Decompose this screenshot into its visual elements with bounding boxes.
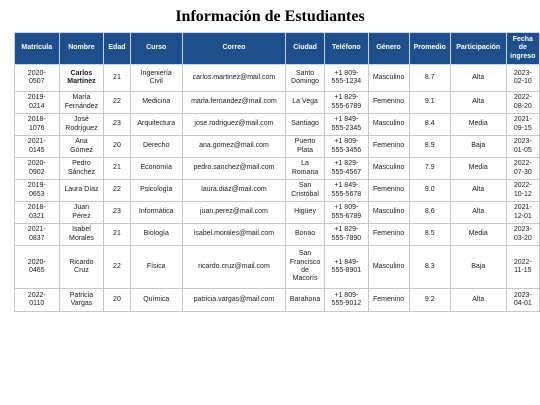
cell-matricula: 2019- 0653 [15,180,60,202]
cell-fecha-ingreso: 2022- 08-20 [506,92,539,114]
cell-genero: Masculino [368,114,409,136]
cell-genero: Femenino [368,136,409,158]
cell-telefono: +1 829- 555-4567 [325,158,368,180]
cell-correo: juan.perez@mail.com [182,202,285,224]
cell-correo: maria.fernandez@mail.com [182,92,285,114]
header-nombre: Nombre [59,33,104,65]
table-row [15,246,540,289]
table-row [15,202,540,224]
cell-edad: 23 [104,202,130,224]
table-row [15,65,540,92]
header-telefono: Teléfono [325,33,368,65]
cell-telefono: +1 809- 555-9012 [325,289,368,312]
cell-edad: 22 [104,92,130,114]
cell-participacion: Baja [450,246,506,289]
cell-nombre: Patricia Vargas [59,289,104,312]
cell-genero: Femenino [368,289,409,312]
cell-correo: pedro.sanchez@mail.com [182,158,285,180]
cell-nombre: Carlos Martínez [59,65,104,92]
header-correo: Correo [182,33,285,65]
cell-telefono: +1 809- 555-3456 [325,136,368,158]
cell-edad: 20 [104,136,130,158]
cell-curso: Biología [130,224,182,246]
table-row [15,224,540,246]
table-row [15,158,540,180]
header-ciudad: Ciudad [285,33,324,65]
cell-curso: Química [130,289,182,312]
cell-participacion: Media [450,158,506,180]
cell-genero: Masculino [368,65,409,92]
cell-curso: Física [130,246,182,289]
cell-edad: 22 [104,246,130,289]
cell-participacion: Alta [450,180,506,202]
cell-promedio: 8.9 [409,136,450,158]
cell-correo: ana.gomez@mail.com [182,136,285,158]
cell-ciudad: Santiago [285,114,324,136]
header-fecha-ingreso: Fecha de ingreso [506,33,539,65]
cell-curso: Derecho [130,136,182,158]
cell-promedio: 8.4 [409,114,450,136]
cell-participacion: Baja [450,136,506,158]
cell-promedio: 8.6 [409,202,450,224]
cell-ciudad: Santo Domingo [285,65,324,92]
cell-promedio: 7.9 [409,158,450,180]
cell-participacion: Media [450,224,506,246]
cell-participacion: Alta [450,289,506,312]
cell-ciudad: San Cristóbal [285,180,324,202]
cell-matricula: 2019- 0214 [15,92,60,114]
cell-fecha-ingreso: 2021- 09-15 [506,114,539,136]
table-row [15,136,540,158]
cell-participacion: Alta [450,202,506,224]
cell-ciudad: Bonao [285,224,324,246]
cell-promedio: 9.0 [409,180,450,202]
cell-curso: Arquitectura [130,114,182,136]
cell-promedio: 8.7 [409,65,450,92]
cell-edad: 21 [104,224,130,246]
cell-edad: 23 [104,114,130,136]
students-table [14,32,540,312]
cell-ciudad: San Francisco de Macorís [285,246,324,289]
cell-matricula: 2020- 0507 [15,65,60,92]
table-header-row [15,33,540,65]
cell-fecha-ingreso: 2021- 12-01 [506,202,539,224]
cell-promedio: 8.5 [409,224,450,246]
cell-nombre: María Fernández [59,92,104,114]
header-matricula: Matrícula [15,33,60,65]
cell-genero: Masculino [368,246,409,289]
cell-participacion: Alta [450,92,506,114]
page-title: Información de Estudiantes [175,8,365,25]
cell-telefono: +1 809- 555-6789 [325,202,368,224]
cell-curso: Informática [130,202,182,224]
cell-ciudad: La Vega [285,92,324,114]
cell-promedio: 9.2 [409,289,450,312]
cell-fecha-ingreso: 2022- 07-30 [506,158,539,180]
cell-telefono: +1 849- 555-8901 [325,246,368,289]
cell-edad: 20 [104,289,130,312]
cell-matricula: 2021- 0837 [15,224,60,246]
cell-matricula: 2020- 0465 [15,246,60,289]
cell-telefono: +1 829- 555-7890 [325,224,368,246]
table-row [15,180,540,202]
cell-genero: Masculino [368,202,409,224]
cell-fecha-ingreso: 2022- 11-15 [506,246,539,289]
cell-genero: Masculino [368,158,409,180]
cell-nombre: Juan Pérez [59,202,104,224]
cell-correo: ricardo.cruz@mail.com [182,246,285,289]
cell-edad: 21 [104,158,130,180]
cell-matricula: 2021- 0145 [15,136,60,158]
cell-matricula: 2022- 0110 [15,289,60,312]
header-edad: Edad [104,33,130,65]
cell-telefono: +1 829- 555-6789 [325,92,368,114]
header-genero: Género [368,33,409,65]
cell-curso: Psicología [130,180,182,202]
cell-telefono: +1 809- 555-1234 [325,65,368,92]
header-promedio: Promedio [409,33,450,65]
cell-promedio: 9.1 [409,92,450,114]
table-row [15,114,540,136]
cell-promedio: 8.3 [409,246,450,289]
cell-fecha-ingreso: 2023- 03-20 [506,224,539,246]
cell-participacion: Alta [450,65,506,92]
cell-nombre: Isabel Morales [59,224,104,246]
cell-ciudad: Higüey [285,202,324,224]
cell-fecha-ingreso: 2023- 02-10 [506,65,539,92]
cell-nombre: Ricardo Cruz [59,246,104,289]
cell-genero: Femenino [368,224,409,246]
cell-correo: jose.rodriguez@mail.com [182,114,285,136]
table-row [15,92,540,114]
cell-matricula: 2020- 0902 [15,158,60,180]
header-curso: Curso [130,33,182,65]
cell-ciudad: Puerto Plata [285,136,324,158]
cell-correo: patricia.vargas@mail.com [182,289,285,312]
cell-correo: laura.diaz@mail.com [182,180,285,202]
cell-matricula: 2018- 1076 [15,114,60,136]
cell-ciudad: Barahona [285,289,324,312]
cell-participacion: Media [450,114,506,136]
cell-ciudad: La Romana [285,158,324,180]
cell-edad: 21 [104,65,130,92]
cell-fecha-ingreso: 2023- 04-01 [506,289,539,312]
cell-nombre: José Rodríguez [59,114,104,136]
cell-fecha-ingreso: 2022- 10-12 [506,180,539,202]
cell-curso: Economía [130,158,182,180]
header-participacion: Participación [450,33,506,65]
cell-genero: Femenino [368,92,409,114]
table-row [15,289,540,312]
cell-nombre: Pedro Sánchez [59,158,104,180]
cell-matricula: 2018- 0321 [15,202,60,224]
cell-telefono: +1 849- 555-2345 [325,114,368,136]
cell-curso: Medicina [130,92,182,114]
cell-correo: carlos.martinez@mail.com [182,65,285,92]
cell-fecha-ingreso: 2023- 01-05 [506,136,539,158]
cell-genero: Femenino [368,180,409,202]
cell-nombre: Laura Díaz [59,180,104,202]
cell-curso: Ingeniería Civil [130,65,182,92]
cell-nombre: Ana Gómez [59,136,104,158]
cell-correo: isabel.morales@mail.com [182,224,285,246]
cell-telefono: +1 849- 555-5678 [325,180,368,202]
cell-edad: 22 [104,180,130,202]
